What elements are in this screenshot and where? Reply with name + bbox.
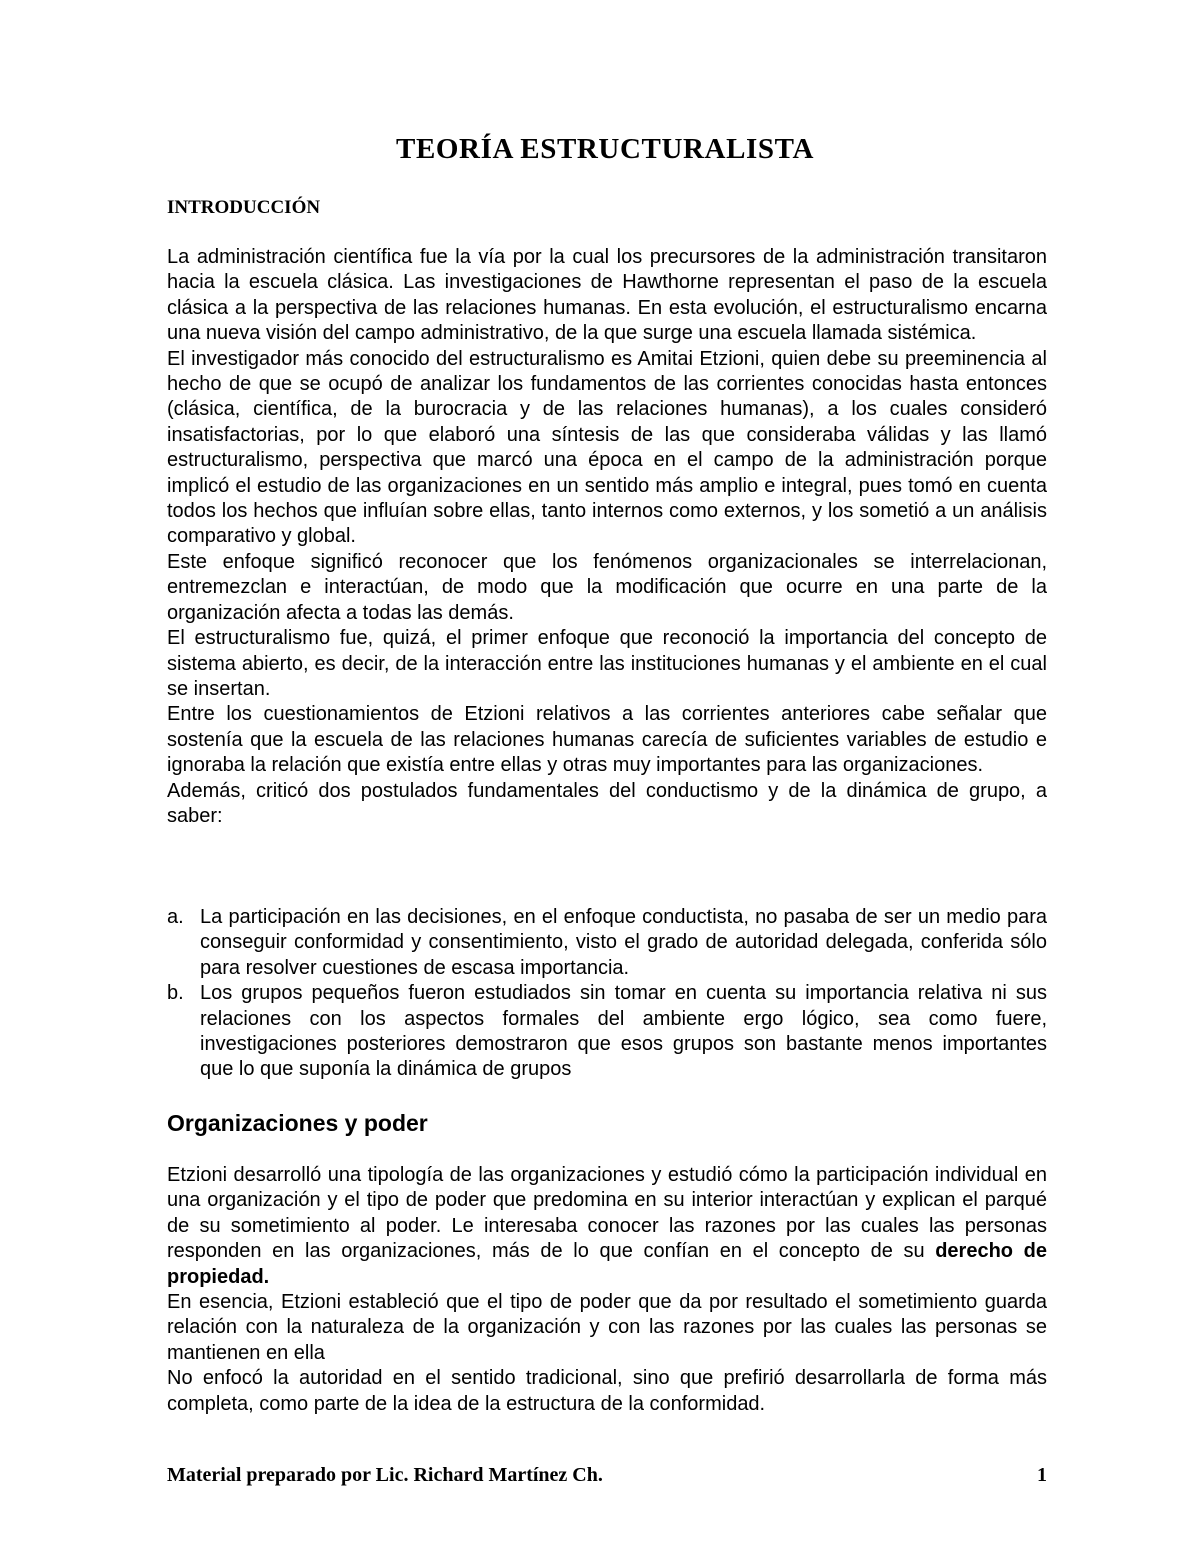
section-heading: Organizaciones y poder [167, 1110, 428, 1136]
section-paragraph [167, 1163, 1047, 1290]
intro-body [167, 245, 1047, 829]
list-item-marker: b. [167, 982, 184, 1005]
intro-paragraph: La administración científica fue la vía por la cual los precursores de la administración transitaron hacia la escuela clásica. Las investigaciones de Hawthorne representan el paso de la escuela clásica a la perspectiva de las relaciones humanas. En esta evolución, el estructuralismo encarna una nueva visión del campo administrativo, de la que surge una escuela llamada sistémica. [167, 246, 1047, 345]
list-item [167, 981, 1047, 1083]
list-item-marker: a. [167, 906, 184, 928]
intro-paragraph: El investigador más conocido del estructuralismo es Amitai Etzioni, quien debe su preeminencia al hecho de que se ocupó de analizar los fundamentos de las corrientes conocidas hasta entonces (clásica, científica, de la burocracia y de las relaciones humanas), a los cuales consideró insatisfactorias, por lo que elaboró una síntesis de las que consideraba válidas y las llamó estructuralismo, perspectiva que marcó una época en el campo de la administración porque implicó el estudio de las organizaciones en un sentido más amplio e integral, pues tomó en cuenta todos los hechos que influían sobre ellas, tanto internos como externos, y los sometió a un análisis comparativo y global. [167, 347, 1047, 548]
intro-paragraph: El estructuralismo fue, quizá, el primer enfoque que reconoció la importancia del concepto de sistema abierto, es decir, de la interacción entre las instituciones humanas y el ambiente en el cual se insertan. [167, 627, 1047, 700]
list-item [167, 905, 1047, 981]
document-title: TEORÍA ESTRUCTURALISTA [396, 133, 814, 165]
footer-credit: Material preparado por Lic. Richard Martínez Ch. [167, 1464, 603, 1486]
section-paragraph-text: Etzioni desarrolló una tipología de las organizaciones y estudió cómo la participación individual en una organización y el tipo de poder que predomina en su interior interactúan y explican el parqué de su sometimiento al poder. Le interesaba conocer las razones por las cuales las personas responden en las organizaciones, más de lo que confían en el concepto de su [167, 1164, 1047, 1263]
intro-paragraph: Entre los cuestionamientos de Etzioni relativos a las corrientes anteriores cabe señalar que sostenía que la escuela de las relaciones humanas carecía de suficientes variables de estudio e ignoraba la relación que existía entre ellas y otras muy importantes para las organizaciones. [167, 703, 1047, 777]
section-paragraph: En esencia, Etzioni estableció que el tipo de poder que da por resultado el sometimiento guarda relación con la naturaleza de la organización y con las razones por las cuales las personas se mantienen en ella [167, 1291, 1047, 1364]
section-body [167, 1163, 1047, 1417]
list-item-text: Los grupos pequeños fueron estudiados sin tomar en cuenta su importancia relativa ni sus relaciones con los aspectos formales del ambiente ergo lógico, sea como fuere, investigaciones posteriores demostraron que esos grupos son bastante menos importantes que lo que suponía la dinámica de grupos [200, 982, 1047, 1081]
page-number: 1 [1037, 1464, 1047, 1486]
list-item-text: La participación en las decisiones, en el enfoque conductista, no pasaba de ser un medio para conseguir conformidad y consentimiento, visto el grado de autoridad delegada, conferida sólo para resolver cuestiones de escasa importancia. [200, 906, 1047, 979]
intro-heading: INTRODUCCIÓN [167, 197, 321, 218]
criticism-list [167, 905, 1047, 1083]
intro-paragraph: Este enfoque significó reconocer que los fenómenos organizacionales se interrelacionan, entremezclan e interactúan, de modo que la modificación que ocurre en una parte de la organización afecta a todas las demás. [167, 550, 1047, 624]
intro-paragraph: Además, criticó dos postulados fundamentales del conductismo y de la dinámica de grupo, a saber: [167, 779, 1047, 827]
section-paragraph: No enfocó la autoridad en el sentido tradicional, sino que prefirió desarrollarla de forma más completa, como parte de la idea de la estructura de la conformidad. [167, 1367, 1047, 1415]
section-paragraph-bold-text: derecho de propiedad. [167, 1240, 1047, 1288]
